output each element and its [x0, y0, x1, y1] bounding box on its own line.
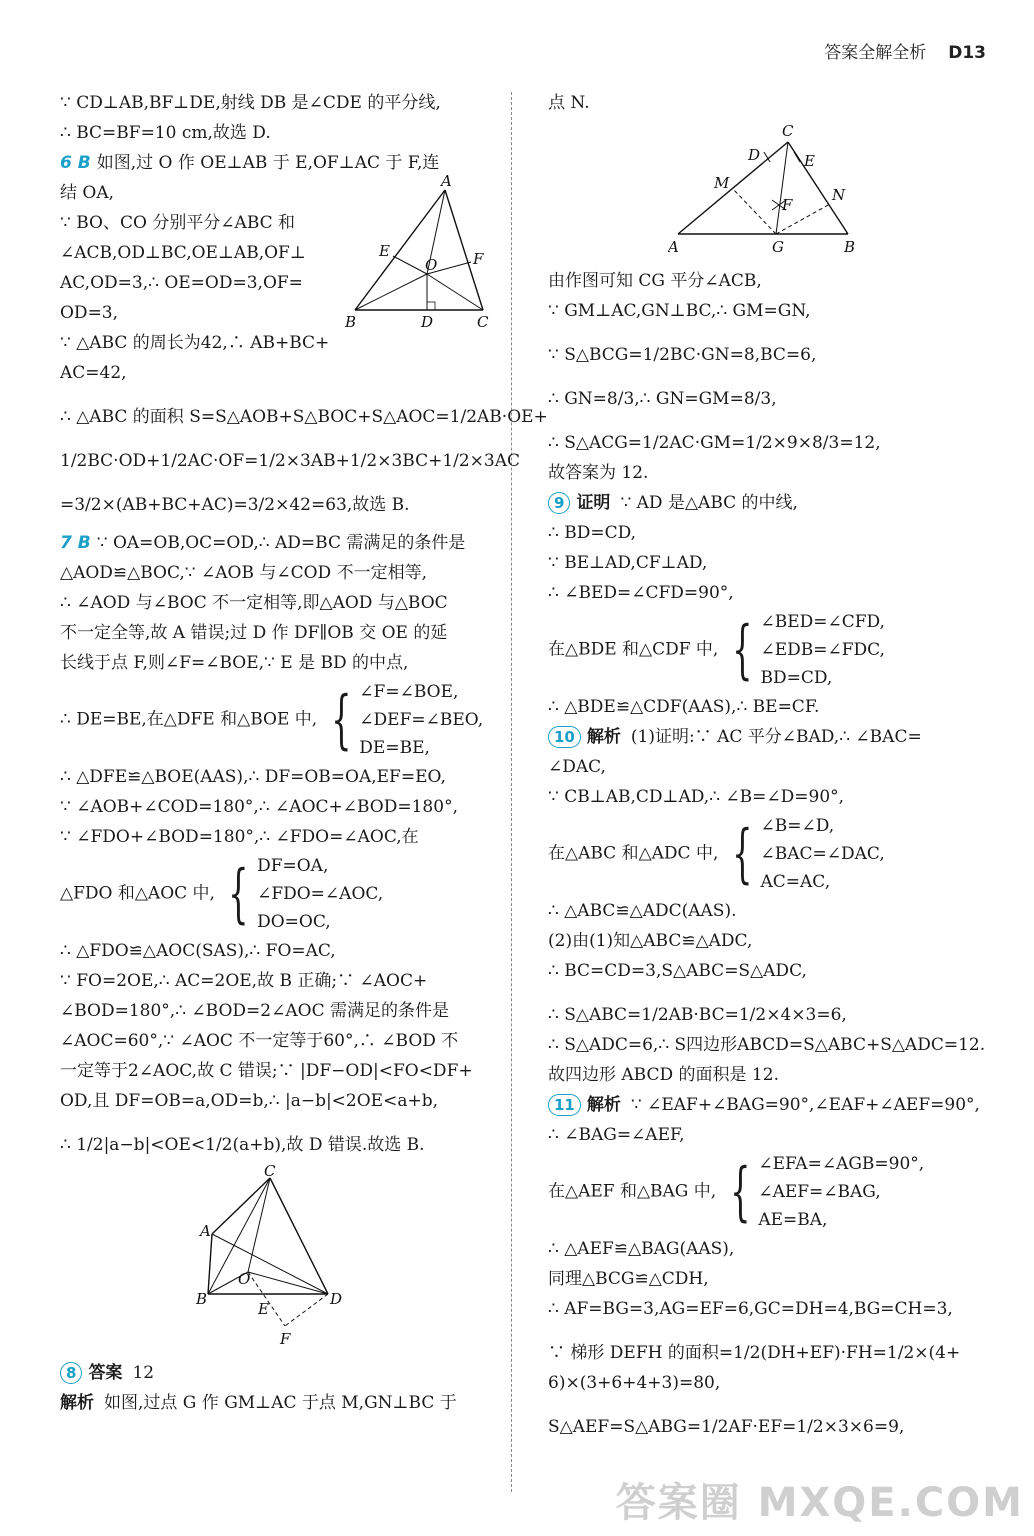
brace-item: AE=BA, — [758, 1210, 828, 1230]
text-line: ∴ S△ACG=1/2AC·GM=1/2×9×8/3=12, — [548, 433, 881, 453]
text-line: ∵ 梯形 DEFH 的面积=1/2(DH+EF)·FH=1/2×(4+ — [548, 1343, 961, 1363]
fig8-label: G — [772, 238, 784, 256]
fig6-label: B — [345, 313, 357, 331]
text-line: 在△ABC 和△ADC 中, — [548, 843, 719, 864]
text-line: ∵ ∠EAF+∠BAG=90°,∠EAF+∠AEF=90°, — [630, 1095, 980, 1115]
brace-block: ∴ DE=BE,在△DFE 和△BOE 中, { ∠F=∠BOE, ∠DEF=∠BEO, DE=BE, — [60, 678, 490, 762]
fig6-label: E — [379, 242, 390, 260]
text-line: 在△AEF 和△BAG 中, — [548, 1181, 717, 1202]
text-line: ∠AOC=60°,∵ ∠AOC 不一定等于60°,∴ ∠BOD 不 — [60, 1031, 459, 1051]
fig6-label: A — [441, 172, 452, 190]
fig7-label: F — [280, 1330, 291, 1348]
brace-item: ∠AEF=∠BAG, — [758, 1182, 881, 1202]
text-line: ∴ DE=BE,在△DFE 和△BOE 中, — [60, 709, 318, 730]
right-column — [548, 88, 988, 1442]
brace-block: △FDO 和△AOC 中, { DF=OA, ∠FDO=∠AOC, DO=OC, — [60, 852, 490, 936]
text-line: ∠BOD=180°,∴ ∠BOD=2∠AOC 需满足的条件是 — [60, 1001, 449, 1021]
brace-item: ∠EFA=∠AGB=90°, — [758, 1154, 925, 1174]
text-line: ∵ BO、CO 分别平分∠ABC 和 — [60, 213, 296, 233]
brace-item: BD=CD, — [760, 668, 833, 688]
text-line: ∴ △BDE≌△CDF(AAS),∴ BE=CF. — [548, 697, 820, 717]
text-line: ∴ △FDO≌△AOC(SAS),∴ FO=AC, — [60, 941, 336, 961]
text-line: ∵ △ABC 的周长为42,∴ AB+BC+ — [60, 333, 330, 353]
figure-q8 — [668, 122, 928, 262]
brace-item: ∠B=∠D, — [760, 816, 835, 836]
page-number: D13 — [948, 43, 986, 63]
fig8-label: D — [748, 146, 761, 164]
figure-q6 — [345, 172, 495, 332]
fig8-label: C — [782, 122, 794, 140]
text-line: 如图,过点 G 作 GM⊥AC 于点 M,GN⊥BC 于 — [104, 1393, 457, 1413]
question-badge: 7 B — [60, 533, 91, 553]
question-8 — [60, 1358, 490, 1418]
text-line: S△AEF=S△ABG=1/2AF·EF=1/2×3×6=9, — [548, 1417, 905, 1437]
fig7-label: O — [238, 1270, 251, 1288]
fig8-label: N — [832, 186, 846, 204]
brace-item: ∠F=∠BOE, — [359, 682, 459, 702]
fig8-label: M — [714, 174, 730, 192]
text-line: =3/2×(AB+BC+AC)=3/2×42=63,故选 B. — [60, 495, 410, 515]
brace-item: ∠BED=∠CFD, — [760, 612, 885, 632]
brace-item: DE=BE, — [359, 738, 430, 758]
question-number: 8 — [60, 1362, 82, 1384]
watermark: 答案圈 MXQE.COM — [615, 1480, 1024, 1526]
text-line: AC,OD=3,∴ OE=OD=3,OF= — [60, 273, 303, 293]
text-line: ∴ △ABC 的面积 S=S△AOB+S△BOC+S△AOC=1/2AB·OE+ — [60, 407, 548, 427]
question-number: 10 — [548, 726, 581, 748]
text-line: ∴ GN=8/3,∴ GN=GM=8/3, — [548, 389, 777, 409]
fig8-label: F — [782, 196, 793, 214]
brace-item: DF=OA, — [257, 856, 329, 876]
proof-label: 证明 — [576, 493, 611, 513]
text-line: 如图,过 O 作 OE⊥AB 于 E,OF⊥AC 于 F,连 — [96, 153, 440, 173]
brace-item: ∠DEF=∠BEO, — [359, 710, 484, 730]
text-line: ∴ AF=BG=3,AG=EF=6,GC=DH=4,BG=CH=3, — [548, 1299, 953, 1319]
text-line: ∵ BE⊥AD,CF⊥AD, — [548, 553, 708, 573]
text-line: 1/2BC·OD+1/2AC·OF=1/2×3AB+1/2×3BC+1/2×3AC — [60, 451, 521, 471]
text-line: ∴ BC=CD=3,S△ABC=S△ADC, — [548, 961, 807, 981]
brace-block: 在△BDE 和△CDF 中, { ∠BED=∠CFD, ∠EDB=∠FDC, BD=CD, — [548, 608, 988, 692]
analysis-label: 解析 — [586, 727, 621, 747]
answer-value: 12 — [132, 1363, 155, 1383]
text-line: 长线于点 F,则∠F=∠BOE,∵ E 是 BD 的中点, — [60, 653, 409, 673]
text-line: ∠DAC, — [548, 757, 606, 777]
fig7-label: A — [200, 1222, 211, 1240]
text-line: AC=42, — [60, 363, 127, 383]
question-number: 11 — [548, 1094, 581, 1116]
question-7 — [60, 528, 490, 1354]
fig8-label: A — [668, 238, 679, 256]
question-10 — [548, 722, 988, 1090]
text-line: ∵ GM⊥AC,GN⊥BC,∴ GM=GN, — [548, 301, 811, 321]
text-line: △AOD≌△BOC,∵ ∠AOB 与∠COD 不一定相等, — [60, 563, 427, 583]
answer-label: 答案 — [88, 1363, 123, 1383]
question-11 — [548, 1090, 988, 1442]
text-line: ∵ FO=2OE,∴ AC=2OE,故 B 正确;∵ ∠AOC+ — [60, 971, 428, 991]
text-line: ∴ ∠BED=∠CFD=90°, — [548, 583, 734, 603]
text-line: ∠ACB,OD⊥BC,OE⊥AB,OF⊥ — [60, 243, 306, 263]
text-line: ∴ S△ADC=6,∴ S四边形ABCD=S△ABC+S△ADC=12. — [548, 1035, 986, 1055]
brace-item: ∠EDB=∠FDC, — [760, 640, 885, 660]
analysis-label: 解析 — [586, 1095, 621, 1115]
text-line: ∴ S△ABC=1/2AB·BC=1/2×4×3=6, — [548, 1005, 847, 1025]
text-line: 故四边形 ABCD 的面积是 12. — [548, 1065, 779, 1085]
fig6-label: F — [473, 250, 484, 268]
brace-item: AC=AC, — [760, 872, 831, 892]
fig7-label: C — [264, 1164, 276, 1180]
page-header — [824, 38, 986, 63]
fig6-label: C — [477, 313, 489, 331]
fig6-label: D — [421, 313, 434, 331]
text-line: OD=3, — [60, 303, 119, 323]
text-line: ∵ AD 是△ABC 的中线, — [620, 493, 798, 513]
text-line: 在△BDE 和△CDF 中, — [548, 639, 719, 660]
fig6-label: O — [425, 256, 438, 274]
analysis-label: 解析 — [60, 1393, 94, 1413]
brace-block: 在△ABC 和△ADC 中, { ∠B=∠D, ∠BAC=∠DAC, AC=AC, — [548, 812, 988, 896]
question-6 — [60, 148, 548, 520]
text-line: OD,且 DF=OB=a,OD=b,∴ |a−b|<2OE<a+b, — [60, 1091, 439, 1111]
text-line: ∴ ∠AOD 与∠BOC 不一定相等,即△AOD 与△BOC — [60, 593, 448, 613]
fig7-label: B — [196, 1290, 208, 1308]
text-line: ∴ BC=BF=10 cm,故选 D. — [60, 123, 271, 143]
fig8-label: B — [844, 238, 856, 256]
text-line: △FDO 和△AOC 中, — [60, 883, 215, 904]
text-line: 一定等于2∠AOC,故 C 错误;∵ |DF−OD|<FO<DF+ — [60, 1061, 473, 1081]
figure-q7 — [190, 1164, 370, 1354]
brace-block: 在△AEF 和△BAG 中, { ∠EFA=∠AGB=90°, ∠AEF=∠BAG, AE=BA, — [548, 1150, 988, 1234]
text-line: ∵ CD⊥AB,BF⊥DE,射线 DB 是∠CDE 的平分线, — [60, 93, 441, 113]
text-line: 点 N. — [548, 93, 590, 113]
text-line: 不一定全等,故 A 错误;过 D 作 DF∥OB 交 OE 的延 — [60, 623, 448, 643]
fig7-label: E — [258, 1300, 269, 1318]
text-line: 由作图可知 CG 平分∠ACB, — [548, 271, 762, 291]
header-title: 答案全解全析 — [824, 43, 927, 63]
text-line: ∴ △ABC≌△ADC(AAS). — [548, 901, 737, 921]
text-line: 结 OA, — [60, 183, 115, 203]
text-line: (1)证明:∵ AC 平分∠BAD,∴ ∠BAC= — [630, 727, 922, 747]
question-badge: 6 B — [60, 153, 91, 173]
text-line: (2)由(1)知△ABC≌△ADC, — [548, 931, 753, 951]
text-line: ∴ BD=CD, — [548, 523, 637, 543]
text-line: ∵ OA=OB,OC=OD,∴ AD=BC 需满足的条件是 — [96, 533, 466, 553]
text-line: ∴ △DFE≌△BOE(AAS),∴ DF=OB=OA,EF=EO, — [60, 767, 446, 787]
left-column — [60, 88, 548, 1418]
text-line: ∵ ∠AOB+∠COD=180°,∴ ∠AOC+∠BOD=180°, — [60, 797, 458, 817]
text-line: 故答案为 12. — [548, 463, 649, 483]
text-line: ∵ CB⊥AB,CD⊥AD,∴ ∠B=∠D=90°, — [548, 787, 845, 807]
text-line: ∴ ∠BAG=∠AEF, — [548, 1125, 685, 1145]
text-line: ∵ ∠FDO+∠BOD=180°,∴ ∠FDO=∠AOC,在 — [60, 827, 419, 847]
text-line: 6)×(3+6+4+3)=80, — [548, 1373, 721, 1393]
question-9 — [548, 488, 988, 722]
brace-item: DO=OC, — [257, 912, 331, 932]
question-number: 9 — [548, 492, 570, 514]
text-line: ∵ S△BCG=1/2BC·GN=8,BC=6, — [548, 345, 817, 365]
fig7-label: D — [330, 1290, 343, 1308]
text-line: 同理△BCG≌△CDH, — [548, 1269, 709, 1289]
text-line: ∴ 1/2|a−b|<OE<1/2(a+b),故 D 错误.故选 B. — [60, 1135, 425, 1155]
brace-item: ∠BAC=∠DAC, — [760, 844, 885, 864]
fig8-label: E — [804, 152, 815, 170]
text-line: ∴ △AEF≌△BAG(AAS), — [548, 1239, 735, 1259]
brace-item: ∠FDO=∠AOC, — [257, 884, 384, 904]
column-divider — [511, 92, 512, 1492]
